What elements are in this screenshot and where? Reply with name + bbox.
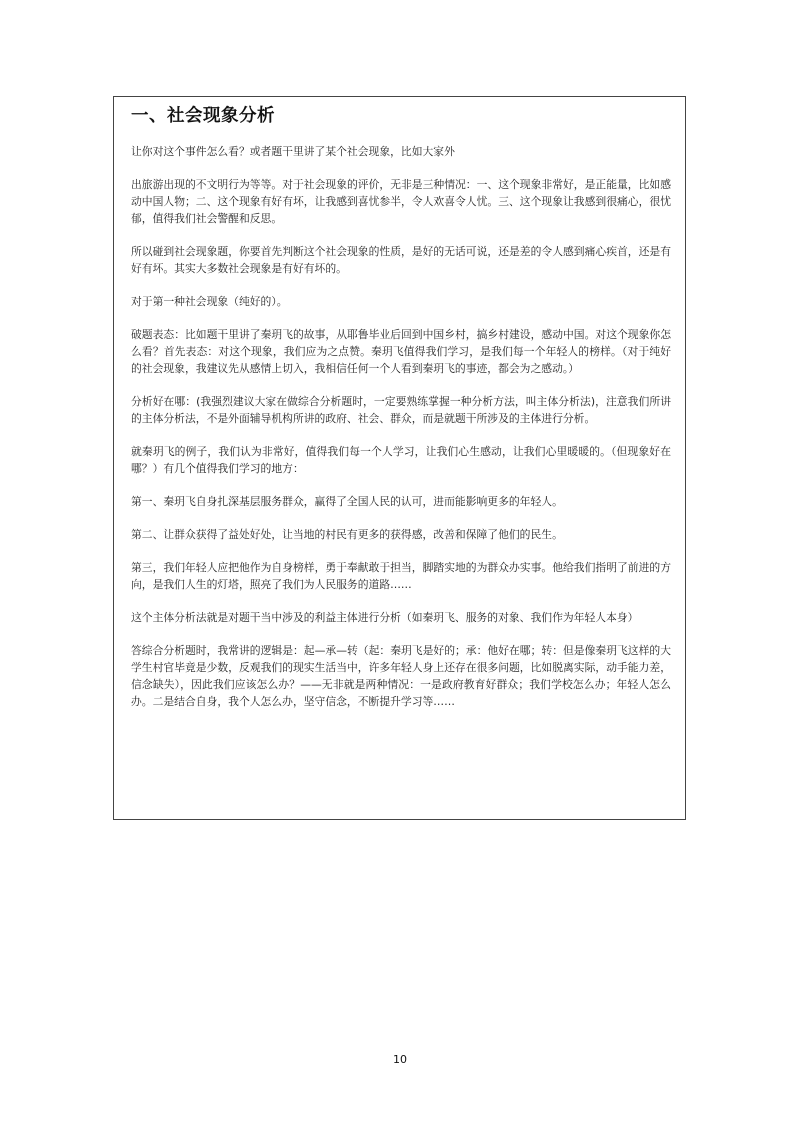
- section-heading: 一、社会现象分析: [131, 106, 275, 126]
- paragraph-intro-2: 出旅游出现的不文明行为等等。对于社会现象的评价，无非是三种情况：一、这个现象非常好，是正能量，比如感动中国人物；二、这个现象有好有坏，让我感到喜忧参半，令人欢喜令人忧。三、这个现象让我感到很痛心，很忧郁，值得我们社会警醒和反思。: [131, 178, 671, 225]
- page-number: 10: [393, 1053, 407, 1066]
- paragraph-type-one: 对于第一种社会现象（纯好的）。: [131, 295, 288, 308]
- paragraph-logic: 答综合分析题时，我常讲的逻辑是：起—承—转（起：秦玥飞是好的；承：他好在哪；转：但是像秦玥飞这样的大学生村官毕竟是少数，反观我们的现实生活当中，许多年轻人身上还存在很多问题，比如脱离实际，动手能力差，信念缺失），因此我们应该怎么办？——无非就是两种情况：一是政府教育好群众；我们学校怎么办；年轻人怎么办。二是结合自身，我个人怎么办，坚守信念，不断提升学习等……: [131, 644, 671, 708]
- paragraph-point-two: 第二、让群众获得了益处好处，让当地的村民有更多的获得感，改善和保障了他们的民生。: [131, 528, 563, 541]
- paragraph-judgment: 所以碰到社会现象题，你要首先判断这个社会现象的性质，是好的无话可说，还是差的令人感到痛心疾首，还是有好有坏。其实大多数社会现象是有好有坏的。: [131, 245, 671, 275]
- content-box: [113, 96, 686, 820]
- paragraph-point-one: 第一、秦玥飞自身扎深基层服务群众，赢得了全国人民的认可，进而能影响更多的年轻人。: [131, 495, 563, 508]
- paragraph-intro-1: 让你对这个事件怎么看？或者题干里讲了某个社会现象，比如大家外: [131, 145, 455, 158]
- paragraph-point-three: 第三，我们年轻人应把他作为自身榜样，勇于奉献敢于担当，脚踏实地的为群众办实事。他给我们指明了前进的方向，是我们人生的灯塔，照亮了我们为人民服务的道路……: [131, 561, 671, 591]
- paragraph-analysis-method: 分析好在哪：(我强烈建议大家在做综合分析题时，一定要熟练掌握一种分析方法，叫主体分析法)，注意我们所讲的主体分析法，不是外面辅导机构所讲的政府、社会、群众，而是就题干所涉及的主体进行分析。: [131, 395, 671, 425]
- paragraph-stance: 破题表态：比如题干里讲了秦玥飞的故事，从耶鲁毕业后回到中国乡村，搞乡村建设，感动中国。对这个现象你怎么看？首先表态：对这个现象，我们应为之点赞。秦玥飞值得我们学习，是我们每一个年轻人的榜样。（对于纯好的社会现象，我建议先从感情上切入，我相信任何一个人看到秦玥飞的事迹，都会为之感动。）: [131, 328, 671, 375]
- paragraph-subject-analysis: 这个主体分析法就是对题干当中涉及的利益主体进行分析（如秦玥飞、服务的对象、我们作为年轻人本身）: [131, 611, 639, 624]
- paragraph-example: 就秦玥飞的例子，我们认为非常好，值得我们每一个人学习，让我们心生感动，让我们心里暖暖的。（但现象好在哪？）有几个值得我们学习的地方：: [131, 445, 671, 475]
